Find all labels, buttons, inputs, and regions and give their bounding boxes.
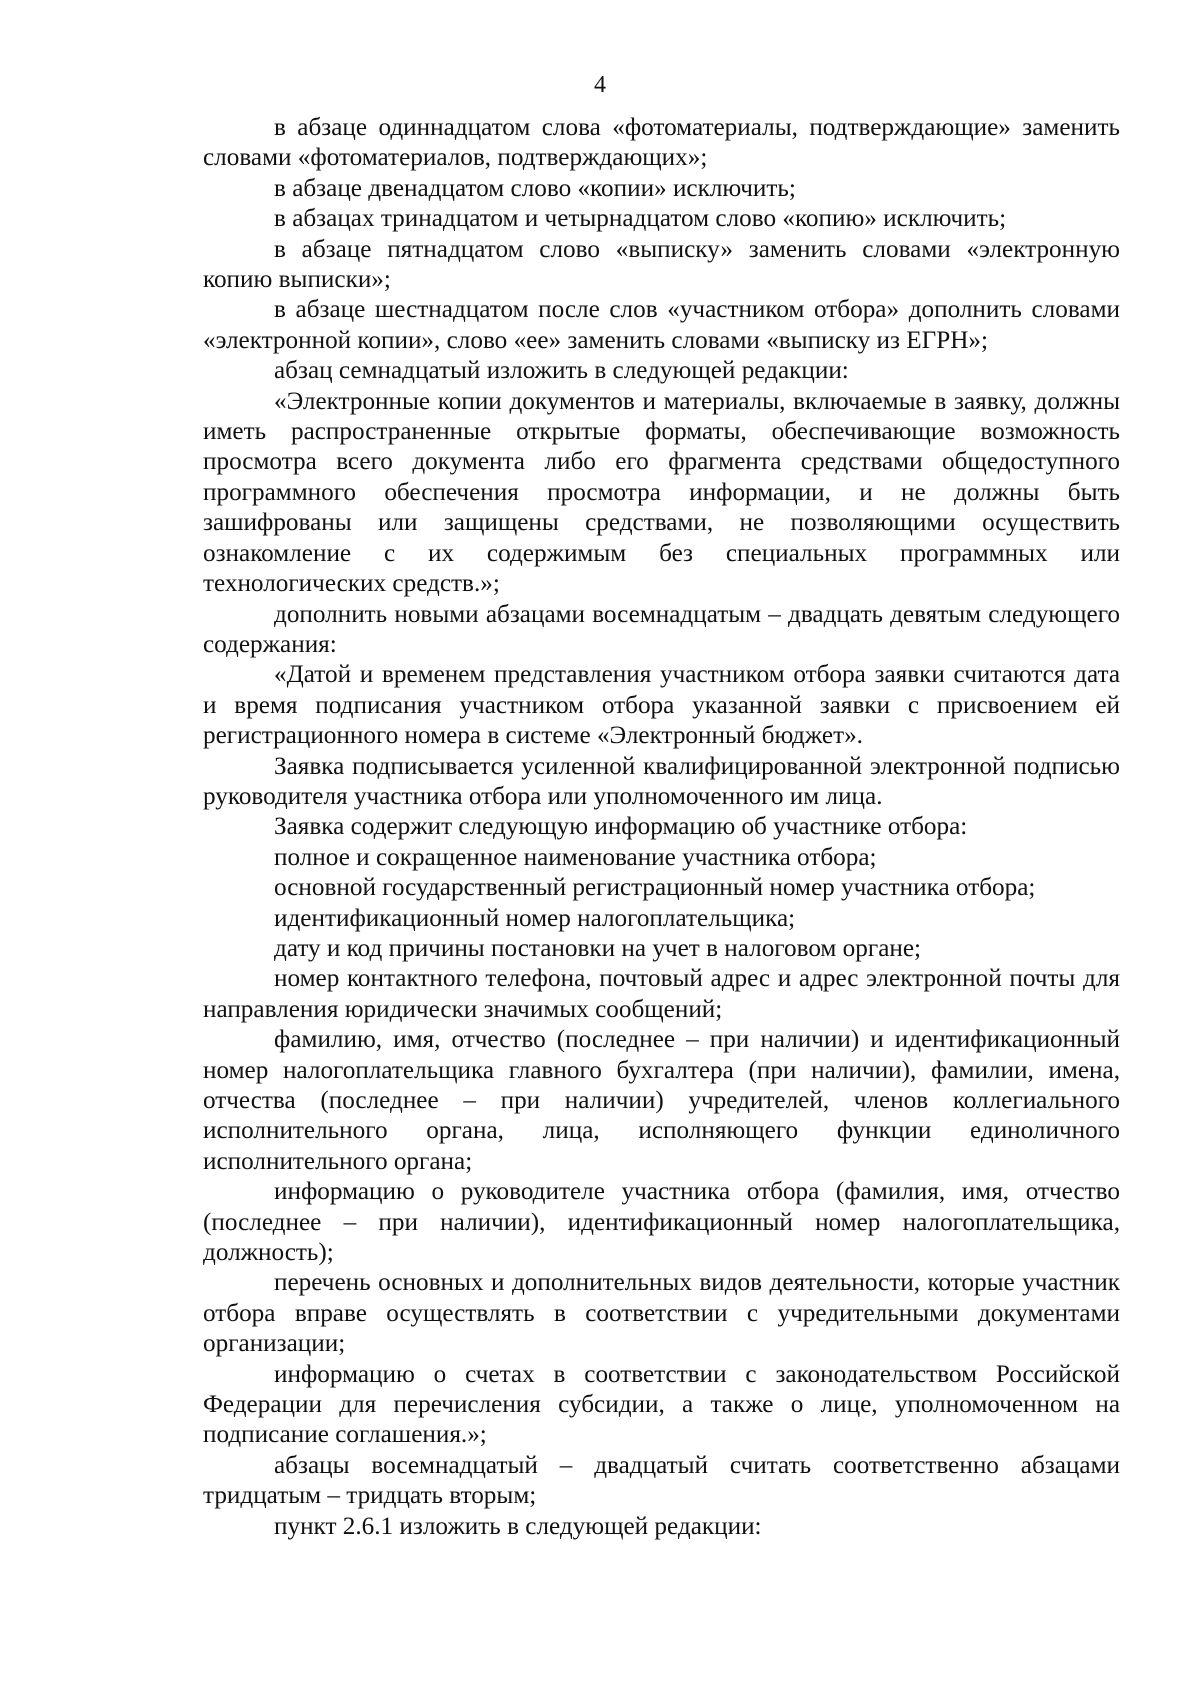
paragraph: абзац семнадцатый изложить в следующей редакции: bbox=[274, 357, 849, 385]
paragraph: основной государственный регистрационный номер участника отбора; bbox=[274, 874, 1036, 902]
paragraph: номер контактного телефона, почтовый адрес и адрес электронной почты для направления юридически значимых сообщений; bbox=[203, 965, 1120, 1023]
paragraph: фамилию, имя, отчество (последнее – при наличии) и идентификационный номер налогоплательщика главного бухгалтера (при наличии), фамилии, имена, отчества (последнее – при наличии) учредителей, членов коллегиального исполнительного органа, лица, исполняющего функции единоличного исполнительного органа; bbox=[203, 1026, 1120, 1175]
page-number: 4 bbox=[594, 72, 606, 98]
paragraph: перечень основных и дополнительных видов деятельности, которые участник отбора вправе осуществлять в соответствии с учредительными документами организации; bbox=[203, 1269, 1120, 1358]
paragraph: Заявка содержит следующую информацию об участнике отбора: bbox=[274, 813, 968, 841]
paragraph: полное и сокращенное наименование участника отбора; bbox=[274, 843, 877, 871]
paragraph: в абзаце одиннадцатом слова «фотоматериалы, подтверждающие» заменить словами «фотоматериалов, подтверждающих»; bbox=[203, 114, 1120, 172]
paragraph: в абзаце шестнадцатом после слов «участником отбора» дополнить словами «электронной копии», слово «ее» заменить словами «выписку из ЕГРН»; bbox=[203, 296, 1120, 354]
paragraph: «Электронные копии документов и материалы, включаемые в заявку, должны иметь распространенные открытые форматы, обеспечивающие возможность просмотра всего документа либо его фрагмента средствами общедоступного программного обеспечения просмотра информации, и не должны быть зашифрованы или защищены средствами, не позволяющими осуществить ознакомление с их содержимым без специальных программных или технологических средств.»; bbox=[203, 387, 1120, 598]
paragraph: дополнить новыми абзацами восемнадцатым – двадцать девятым следующего содержания: bbox=[203, 600, 1120, 658]
paragraph: в абзаце двенадцатом слово «копии» исключить; bbox=[274, 174, 796, 202]
paragraph: информацию о счетах в соответствии с законодательством Российской Федерации для перечисления субсидии, а также о лице, уполномоченном на подписание соглашения.»; bbox=[203, 1360, 1120, 1449]
paragraph: в абзацах тринадцатом и четырнадцатом слово «копию» исключить; bbox=[274, 205, 1007, 233]
paragraph: пункт 2.6.1 изложить в следующей редакции: bbox=[274, 1512, 762, 1540]
paragraph: информацию о руководителе участника отбора (фамилия, имя, отчество (последнее – при наличии), идентификационный номер налогоплательщика, должность); bbox=[203, 1178, 1120, 1267]
paragraph: дату и код причины постановки на учет в налоговом органе; bbox=[274, 934, 922, 962]
document-body bbox=[203, 113, 1120, 1542]
paragraph: «Датой и временем представления участником отбора заявки считаются дата и время подписания участником отбора указанной заявки с присвоением ей регистрационного номера в системе «Электронный бюджет». bbox=[203, 661, 1120, 750]
paragraph: абзацы восемнадцатый – двадцатый считать соответственно абзацами тридцатым – тридцать вторым; bbox=[203, 1451, 1120, 1510]
paragraph: Заявка подписывается усиленной квалифицированной электронной подписью руководителя участника отбора или уполномоченного им лица. bbox=[203, 752, 1120, 810]
paragraph: идентификационный номер налогоплательщика; bbox=[274, 904, 796, 932]
paragraph: в абзаце пятнадцатом слово «выписку» заменить словами «электронную копию выписки»; bbox=[203, 235, 1120, 294]
